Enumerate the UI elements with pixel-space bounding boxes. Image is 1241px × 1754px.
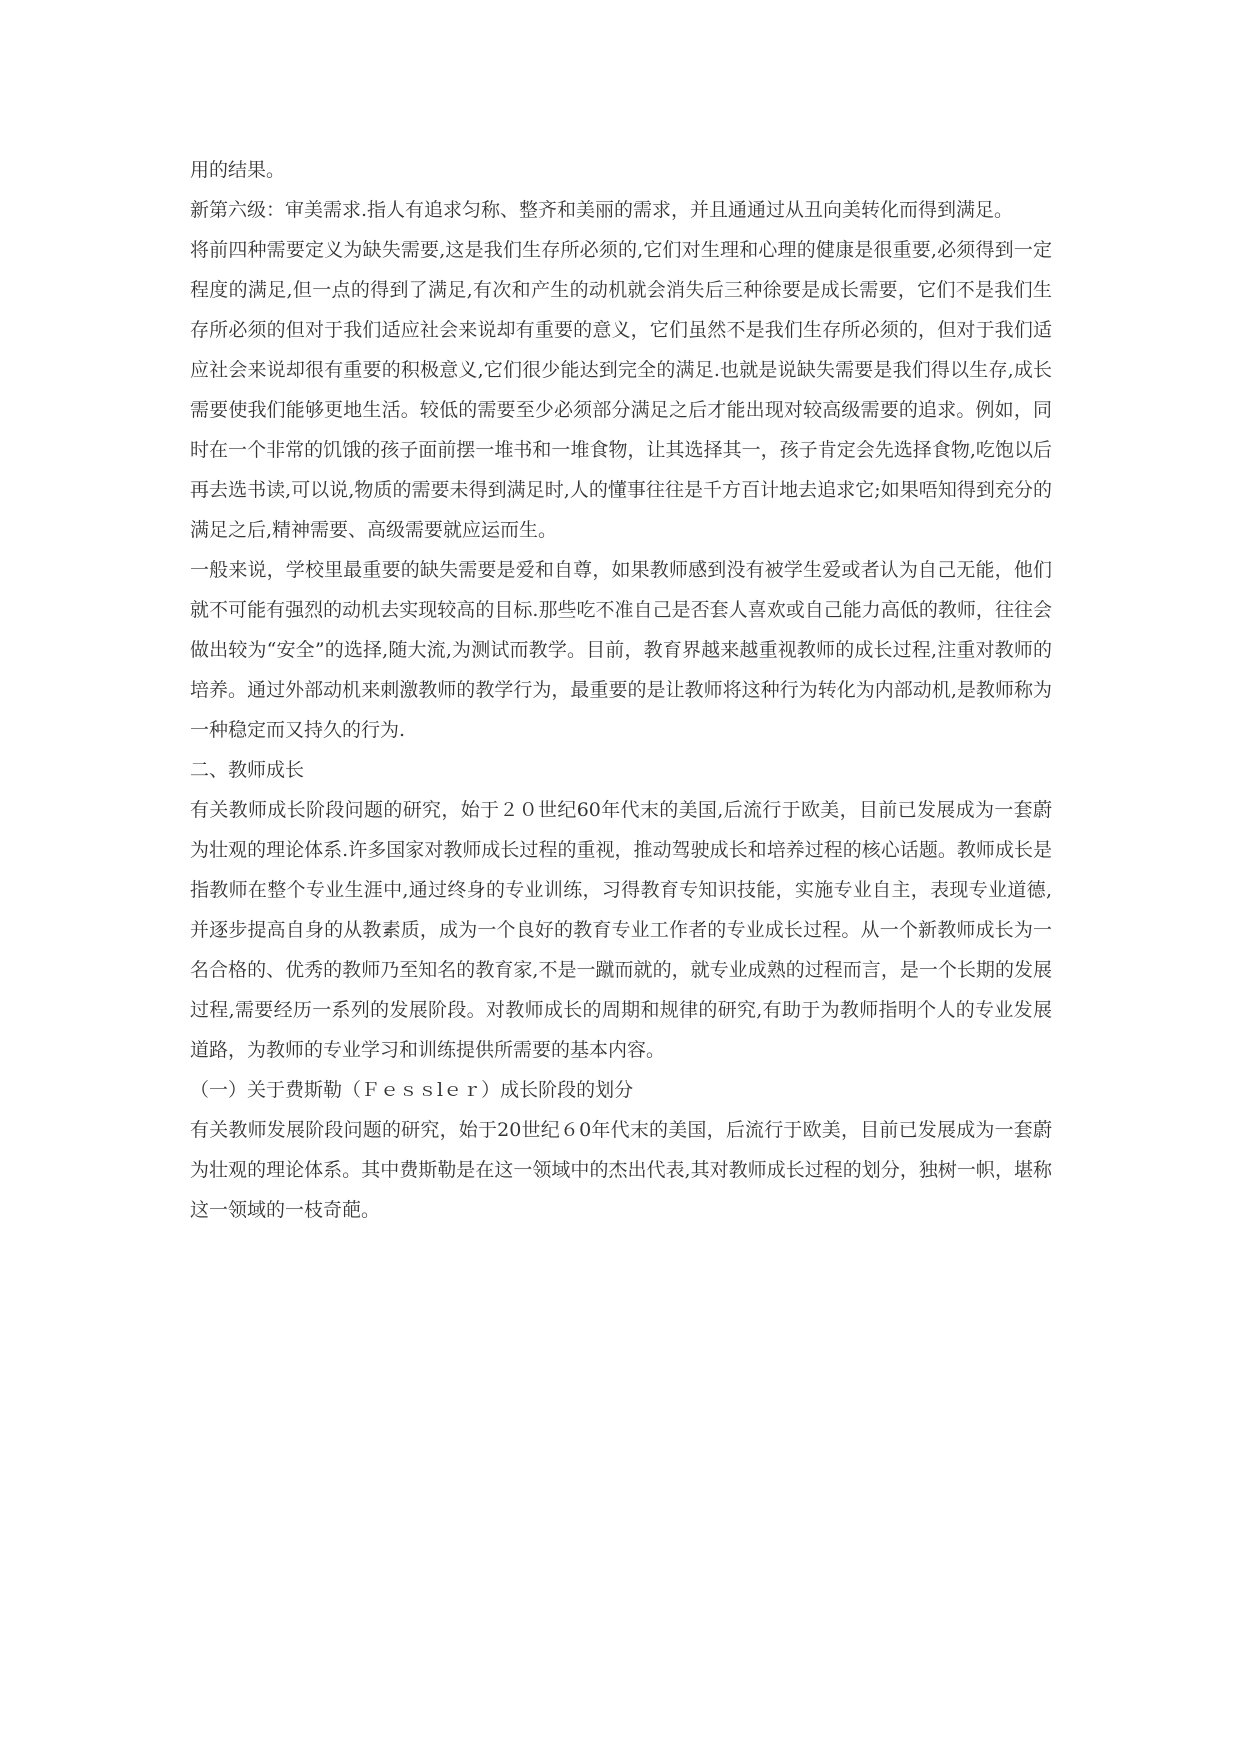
paragraph-school-needs: 一般来说，学校里最重要的缺失需要是爱和自尊，如果教师感到没有被学生爱或者认为自己无能，他们就不可能有强烈的动机去实现较高的目标.那些吃不准自己是否套人喜欢或自己能力高低的教师，往往会做出较为“安全”的选择,随大流,为测试而教学。目前，教育界越来越重视教师的成长过程,注重对教师的培养。通过外部动机来刺激教师的教学行为，最重要的是让教师将这种行为转化为内部动机,是教师称为一种稳定而又持久的行为.: [190, 559, 1052, 741]
paragraph-aesthetic-needs: 新第六级：审美需求.指人有追求匀称、整齐和美丽的需求，并且通通过从丑向美转化而得到满足。: [190, 199, 1014, 221]
paragraph-deficiency-needs: 将前四种需要定义为缺失需要,这是我们生存所必须的,它们对生理和心理的健康是很重要,必须得到一定程度的满足,但一点的得到了满足,有次和产生的动机就会消失后三种徐要是成长需要，它们不是我们生存所必须的但对于我们适应社会来说却有重要的意义，它们虽然不是我们生存所必须的，但对于我们适应社会来说却很有重要的积极意义,它们很少能达到完全的满足.也就是说缺失需要是我们得以生存,成长需要使我们能够更地生活。较低的需要至少必须部分满足之后才能出现对较高级需要的追求。例如，同时在一个非常的饥饿的孩子面前摆一堆书和一堆食物，让其选择其一，孩子肯定会先选择食物,吃饱以后再去选书读,可以说,物质的需要未得到满足时,人的懂事往往是千方百计地去追求它;如果唔知得到充分的满足之后,精神需要、高级需要就应运而生。: [190, 239, 1052, 541]
paragraph-teacher-growth: 有关教师成长阶段问题的研究，始于２０世纪60年代末的美国,后流行于欧美，目前已发展成为一套蔚为壮观的理论体系.许多国家对教师成长过程的重视，推动驾驶成长和培养过程的核心话题。教师成长是指教师在整个专业生涯中,通过终身的专业训练，习得教育专知识技能，实施专业自主，表现专业道德,并逐步提高自身的从教素质，成为一个良好的教育专业工作者的专业成长过程。从一个新教师成长为一名合格的、优秀的教师乃至知名的教育家,不是一蹴而就的，就专业成熟的过程而言，是一个长期的发展过程,需要经历一系列的发展阶段。对教师成长的周期和规律的研究,有助于为教师指明个人的专业发展道路，为教师的专业学习和训练提供所需要的基本内容。: [190, 799, 1052, 1061]
section-heading-teacher-growth: 二、教师成长: [190, 759, 305, 781]
paragraph-fessler: 有关教师发展阶段问题的研究，始于20世纪６0年代末的美国，后流行于欧美，目前已发展成为一套蔚为壮观的理论体系。其中费斯勒是在这一领域中的杰出代表,其对教师成长过程的划分，独树一帜，堪称这一领域的一枝奇葩。: [190, 1119, 1052, 1221]
subsection-heading-fessler: （一）关于费斯勒（Ｆｅｓｓlｅｒ）成长阶段的划分: [190, 1079, 634, 1101]
body-text: [190, 150, 1052, 1230]
paragraph-continuation: 用的结果。: [190, 159, 286, 181]
